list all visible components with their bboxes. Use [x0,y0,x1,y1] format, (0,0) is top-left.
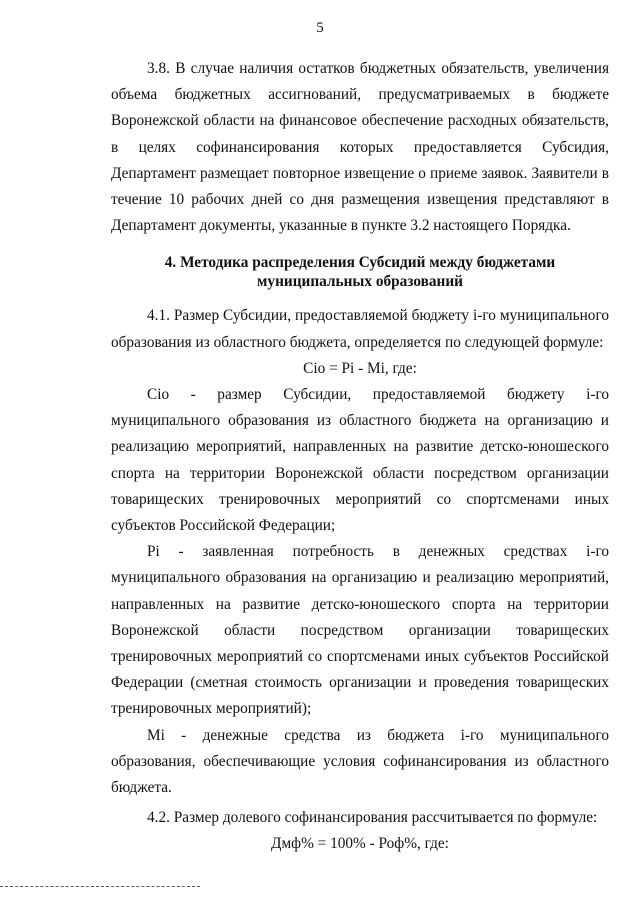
formula-subsidy: Cio = Pi - Mi, где: [303,359,417,377]
definition-cio: Cio - размер Субсидии, предоставляемой бюджету i-го муниципального образования из областного бюджета на организацию и реализацию мероприятий, направленных на развитие детско-юношеского спорта на территории Воронежской области посредством организации товарищеских тренировочных мероприятий со спортсменами иных субъектов Российской Федерации; [111,386,609,535]
paragraph-3-8: 3.8. В случае наличия остатков бюджетных обязательств, увеличения объема бюджетных ассигнований, предусматриваемых в бюджете Воронежской области на финансовое обеспечение расходных обязательств, в целях софинансирования которых предоставляется Субсидия, Департамент размещает повторное извещение о приеме заявок. Заявители в течение 10 рабочих дней со дня размещения извещения представляют в Департамент документы, указанные в пункте 3.2 настоящего Порядка. [111,60,609,235]
page-number: 5 [316,20,324,36]
formula-cofinancing: Дмф% = 100% - Роф%, где: [271,835,449,853]
paragraph-4-2: 4.2. Размер долевого софинансирования рассчитывается по формуле: [147,809,598,827]
footer-divider [0,886,200,887]
section-heading-4 [111,253,609,291]
paragraph-4-1: 4.1. Размер Субсидии, предоставляемой бюджету i-го муниципального образования из областного бюджета, определяется по следующей формуле: [111,307,609,351]
section-heading-line-1: 4. Методика распределения Субсидий между бюджетами [164,254,556,272]
document-body [111,56,609,858]
section-heading-line-2: муниципальных образований [257,273,463,291]
definition-pi: Pi - заявленная потребность в денежных средствах i-го муниципального образования на организацию и реализацию мероприятий, направленных на развитие детско-юношеского спорта на территории Воронежской области посредством организации товарищеских тренировочных мероприятий со спортсменами иных субъектов Российской Федерации (сметная стоимость организации и проведения товарищеских тренировочных мероприятий); [111,543,609,718]
definition-mi: Mi - денежные средства из бюджета i-го муниципального образования, обеспечивающие условия софинансирования из областного бюджета. [111,726,609,797]
